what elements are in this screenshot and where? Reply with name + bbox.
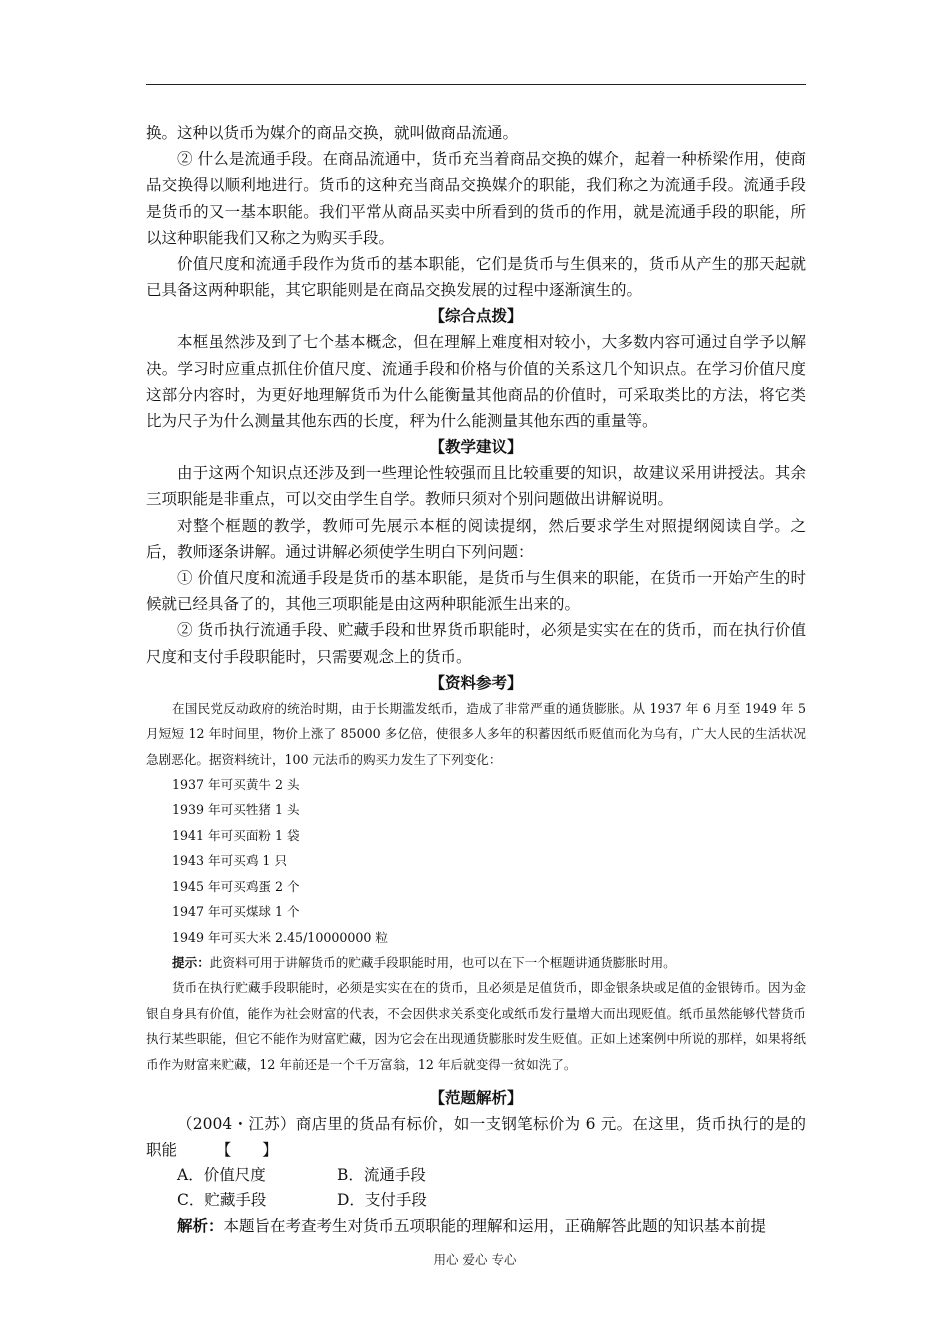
list-item: 1941 年可买面粉 1 袋: [172, 827, 300, 843]
paragraph: ② 货币执行流通手段、贮藏手段和世界货币职能时，必须是实实在在的货币，而在执行价值尺度和支付手段职能时，只需要观念上的货币。: [146, 621, 806, 666]
paragraph: ① 价值尺度和流通手段是货币的基本职能，是货币与生俱来的职能，在货币一开始产生的时候就已经具备了的，其他三项职能是由这两种职能派生出来的。: [146, 569, 806, 614]
paragraph: 价值尺度和流通手段作为货币的基本职能，它们是货币与生俱来的，货币从产生的那天起就已具备这两种职能，其它职能则是在商品交换发展的过程中逐渐演生的。: [146, 255, 806, 300]
analysis-label: 解析：: [177, 1216, 224, 1236]
page-footer: 用心 爱心 专心: [433, 1252, 517, 1267]
list-item: 1937 年可买黄牛 2 头: [172, 777, 300, 793]
question-text: （2004・江苏）商店里的货品有标价，如一支钢笔标价为 6 元。在这里，货币执行的是的职能 【 】: [146, 1114, 806, 1160]
list-item: 1943 年可买鸡 1 只: [172, 853, 288, 869]
section-heading-zonghe: 【综合点拨】: [429, 306, 523, 326]
list-item: 1939 年可买牲猪 1 头: [172, 802, 300, 818]
paragraph: 换。这种以货币为媒介的商品交换，就叫做商品流通。: [146, 124, 519, 142]
list-item: 1949 年可买大米 2.45/10000000 粒: [172, 929, 389, 945]
option-b: B．流通手段: [337, 1166, 426, 1185]
options-row: [146, 1188, 806, 1213]
section-heading-jiaoxue: 【教学建议】: [429, 437, 523, 457]
option-a: A．价值尺度: [177, 1166, 266, 1185]
option-c: C．贮藏手段: [177, 1191, 267, 1210]
reference-note: 货币在执行贮藏手段职能时，必须是实实在在的货币，且必须是足值货币，即金银条块或足值的金银铸币。因为金银自身具有价值，能作为社会财富的代表，不会因供求关系变化或纸币发行量增大而出现贬值。纸币虽然能够代替货币执行某些职能，但它不能作为财富贮藏，因为它会在出现通货膨胀时发生贬值。正如上述案例中所说的那样，如果将纸币作为财富来贮藏，12 年前还是一个千万富翁，12 年后就变得一贫如洗了。: [146, 980, 806, 1072]
hint-text: 此资料可用于讲解货币的贮藏手段职能时用，也可以在下一个框题讲通货膨胀时用。: [209, 954, 676, 970]
paragraph: 由于这两个知识点还涉及到一些理论性较强而且比较重要的知识，故建议采用讲授法。其余三项职能是非重点，可以交由学生自学。教师只须对个别问题做出讲解说明。: [146, 464, 806, 509]
analysis-text: 本题旨在考查考生对货币五项职能的理解和运用，正确解答此题的知识基本前提: [223, 1217, 767, 1236]
option-d: D．支付手段: [337, 1191, 427, 1210]
section-heading-ziliao: 【资料参考】: [429, 672, 523, 692]
section-heading-fanti: 【范题解析】: [429, 1087, 523, 1107]
document-body: [146, 120, 806, 1240]
list-item: 1947 年可买煤球 1 个: [172, 904, 300, 920]
hint-label: 提示：: [172, 954, 210, 970]
header-rule: [146, 84, 806, 85]
paragraph: 本框虽然涉及到了七个基本概念，但在理解上难度相对较小，大多数内容可通过自学予以解决。学习时应重点抓住价值尺度、流通手段和价格与价值的关系这几个知识点。在学习价值尺度这部分内容时，为更好地理解货币为什么能衡量其他商品的价值时，可采取类比的方法，将它类比为尺子为什么测量其他东西的长度，秤为什么能测量其他东西的重量等。: [146, 333, 806, 431]
paragraph: 对整个框题的教学，教师可先展示本框的阅读提纲，然后要求学生对照提纲阅读自学。之后，教师逐条讲解。通过讲解必须使学生明白下列问题：: [146, 516, 806, 561]
analysis-line: [146, 1213, 806, 1239]
list-item: 1945 年可买鸡蛋 2 个: [172, 878, 300, 894]
options-row: [146, 1163, 806, 1188]
reference-intro: 在国民党反动政府的统治时期，由于长期滥发纸币，造成了非常严重的通货膨胀。从 1937 年 6 月至 1949 年 5 月短短 12 年时间里，物价上涨了 85000 多亿倍，使很多人多年的积蓄因纸币贬值而化为乌有，广大人民的生活状况急剧恶化。据资料统计，100 元法币的购买力发生了下列变化：: [146, 700, 806, 767]
hint-line: [146, 950, 806, 975]
paragraph: ② 什么是流通手段。在商品流通中，货币充当着商品交换的媒介，起着一种桥梁作用，使商品交换得以顺利地进行。货币的这种充当商品交换媒介的职能，我们称之为流通手段。流通手段是货币的又一基本职能。我们平常从商品买卖中所看到的货币的作用，就是流通手段的职能，所以这种职能我们又称之为购买手段。: [146, 150, 806, 247]
